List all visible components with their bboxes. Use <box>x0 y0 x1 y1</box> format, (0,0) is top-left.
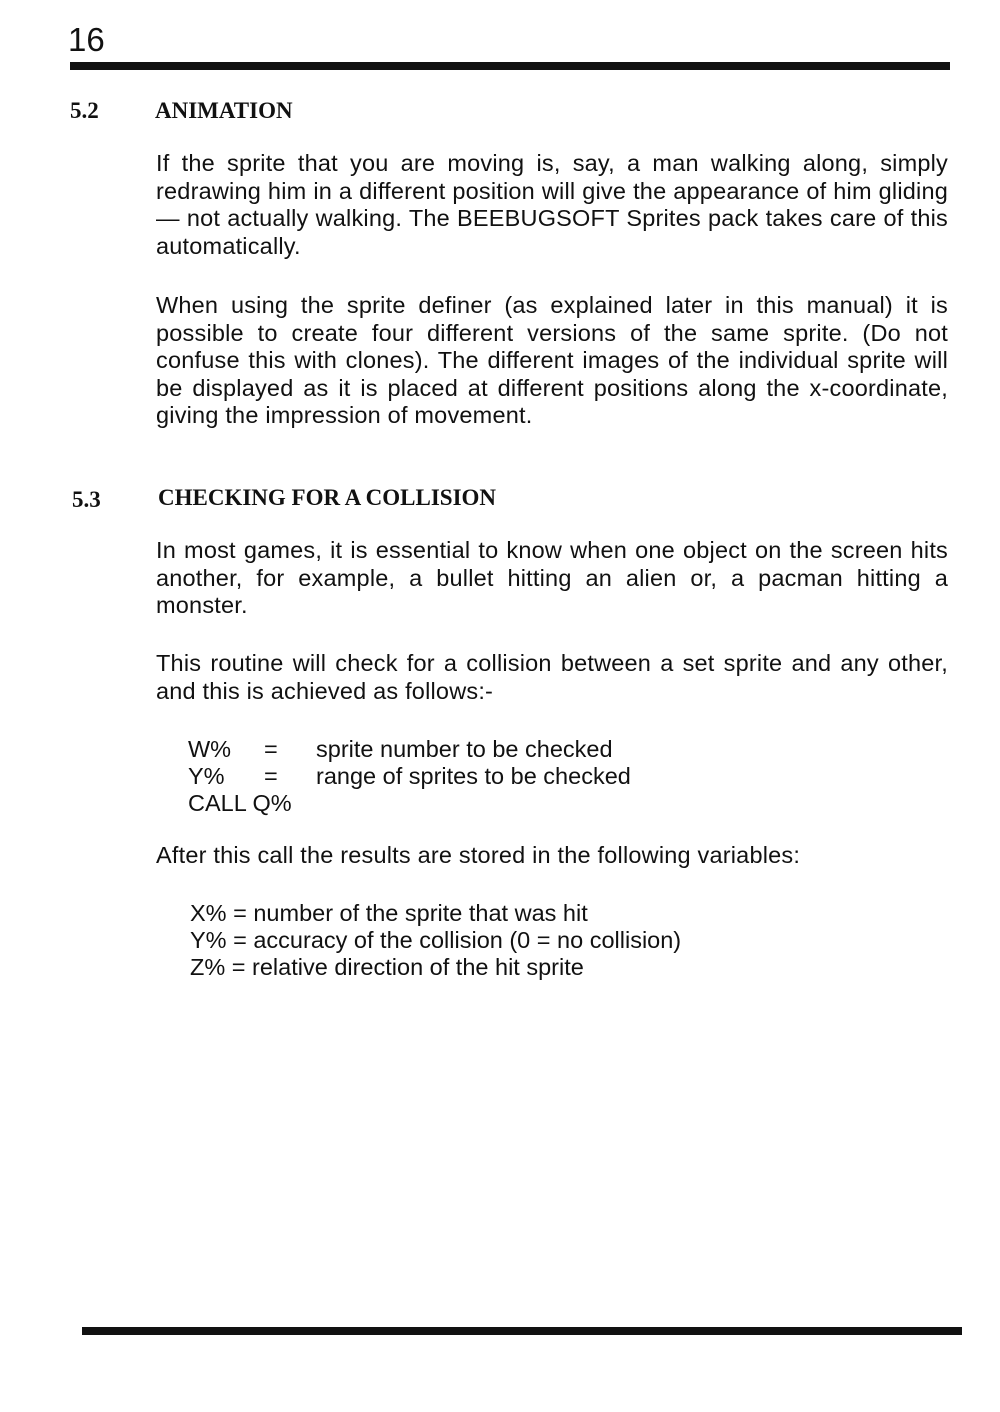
variable-description: range of sprites to be checked <box>316 763 631 789</box>
input-row <box>188 763 631 790</box>
variable-description: sprite number to be checked <box>316 736 613 762</box>
page-number: 16 <box>68 21 105 58</box>
paragraph: In most games, it is essential to know when one object on the screen hits another, for example, a bullet hitting an alien or, a pacman hitting a monster. <box>156 537 948 618</box>
input-row <box>188 736 631 763</box>
equals-sign: = <box>264 736 278 762</box>
top-rule <box>70 62 950 70</box>
section-number: 5.3 <box>72 487 101 512</box>
section-title: ANIMATION <box>155 98 293 123</box>
result-row: Y% = accuracy of the collision (0 = no collision) <box>190 927 682 953</box>
result-variables <box>190 900 681 981</box>
paragraph: If the sprite that you are moving is, say, a man walking along, simply redrawing him in a different position will give the appearance of him gliding — not actually walking. The BEEBUGSOFT Sprites pack takes care of this automatically. <box>156 150 948 259</box>
result-row: Z% = relative direction of the hit sprite <box>190 954 584 980</box>
section-title: CHECKING FOR A COLLISION <box>158 485 497 510</box>
call-statement: CALL Q% <box>188 790 292 816</box>
equals-sign: = <box>264 763 278 789</box>
section-number: 5.2 <box>70 98 99 123</box>
paragraph: After this call the results are stored in the following variables: <box>156 842 801 868</box>
result-row: X% = number of the sprite that was hit <box>190 900 588 926</box>
variable-name: W% <box>188 736 232 762</box>
paragraph: This routine will check for a collision between a set sprite and any other, and this is achieved as follows:- <box>156 650 948 704</box>
input-variables <box>188 736 631 817</box>
bottom-rule <box>82 1327 962 1335</box>
paragraph: When using the sprite definer (as explained later in this manual) it is possible to create four different versions of the same sprite. (Do not confuse this with clones). The different images of the individual sprite will be displayed as it is placed at different positions along the x-coordinate, giving the impression of movement. <box>156 292 948 428</box>
variable-name: Y% <box>188 763 225 789</box>
